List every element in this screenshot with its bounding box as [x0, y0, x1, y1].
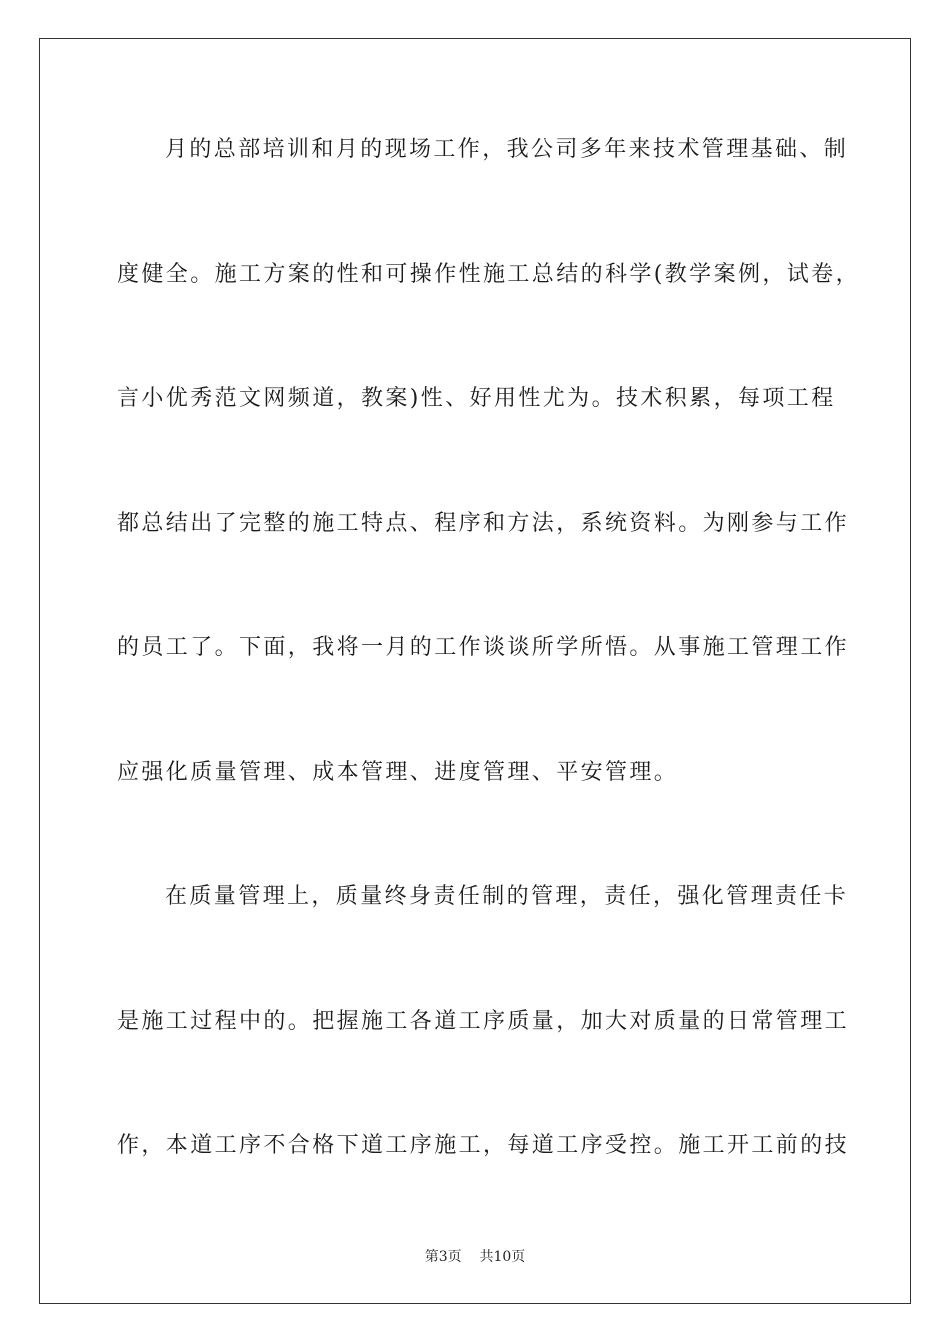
text-line-5: 的员工了。下面，我将一月的工作谈谈所学所悟。从事施工管理工作 [117, 635, 850, 660]
text-line-3: 言小优秀范文网频道，教案)性、好用性尤为。技术积累，每项工程 [117, 386, 836, 411]
text-line-2: 度健全。施工方案的性和可操作性施工总结的科学(教学案例，试卷， [117, 262, 860, 287]
text-line-1: 月的总部培训和月的现场工作，我公司多年来技术管理基础、制 [165, 137, 849, 162]
text-line-9: 作，本道工序不合格下道工序施工，每道工序受控。施工开工前的技 [117, 1133, 850, 1158]
text-line-8: 是施工过程中的。把握施工各道工序质量，加大对质量的日常管理工 [117, 1009, 850, 1034]
page-footer [0, 1248, 950, 1266]
text-line-6: 应强化质量管理、成本管理、进度管理、平安管理。 [117, 760, 679, 785]
page-border [39, 38, 911, 1304]
page-total: 共10页 [479, 1249, 526, 1265]
page-number: 第3页 [424, 1249, 462, 1265]
text-line-4: 都总结出了完整的施工特点、程序和方法，系统资料。为刚参与工作 [117, 511, 850, 536]
text-line-7: 在质量管理上，质量终身责任制的管理，责任，强化管理责任卡 [165, 884, 849, 909]
